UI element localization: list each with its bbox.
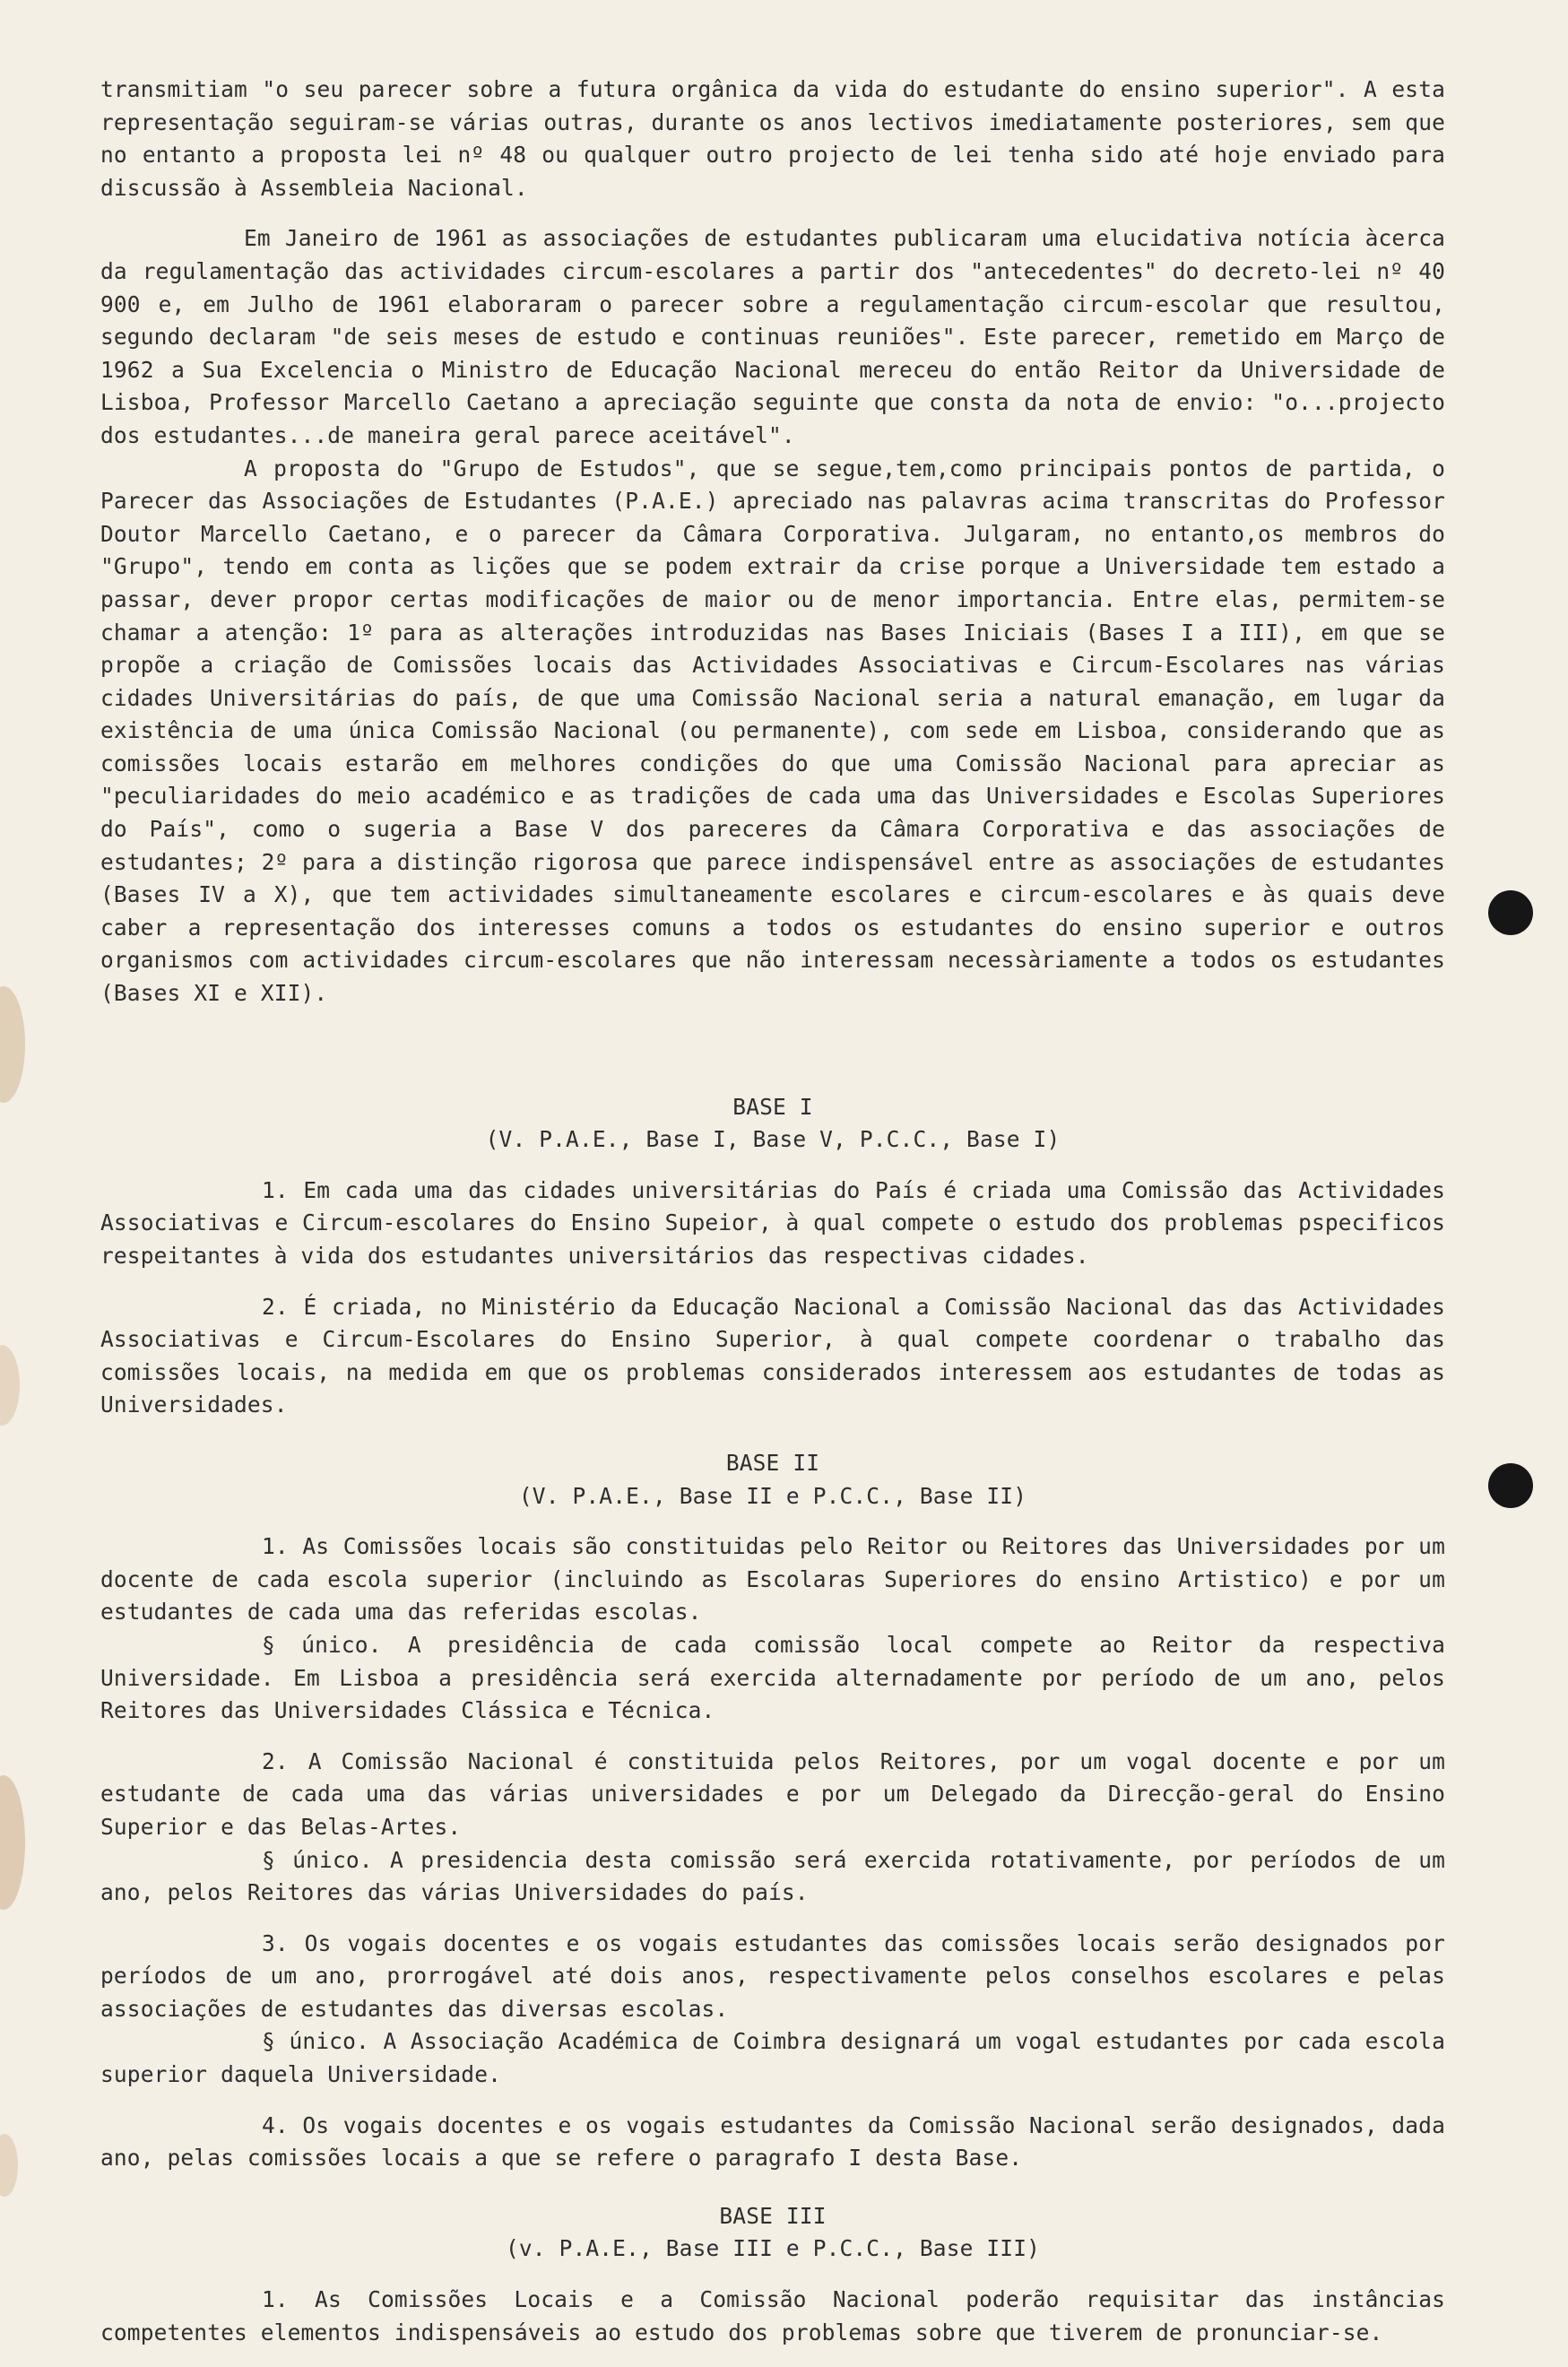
base-title: BASE III xyxy=(719,2202,827,2229)
base-clause: 2. É criada, no Ministério da Educação Nacional a Comissão Nacional das das Actividades Associativas e Circum-Escolares do Ensino Superior, à qual compete coordenar o trabalho das comissões locais, na medida em que os problemas considerados interessem aos estudantes de todas as Universidades. xyxy=(100,1293,1445,1418)
base-clause: § único. A presidencia desta comissão será exercida rotativamente, por períodos de um ano, pelos Reitores das várias Universidades do país. xyxy=(100,1846,1445,1906)
paper-stain xyxy=(0,1345,20,1426)
paper-stain xyxy=(0,1775,25,1910)
punch-hole xyxy=(1488,1463,1533,1508)
base-title: BASE II xyxy=(725,1449,820,1476)
document-body xyxy=(100,74,1445,2349)
base-clause: § único. A presidência de cada comissão local compete ao Reitor da respectiva Universidade. Em Lisboa a presidência será exercida alternadamente por período de um ano, pelos Reitores das Universidades Clássica e Técnica. xyxy=(100,1631,1445,1724)
base-clause: 1. As Comissões Locais e a Comissão Nacional poderão requisitar das instâncias competentes elementos indispensáveis ao estudo dos problemas sobre que tiverem de pronunciar-se. xyxy=(100,2286,1445,2345)
base-clause: 2. A Comissão Nacional é constituida pelos Reitores, por um vogal docente e por um estudante de cada uma das várias universidades e por um Delegado da Direcção-geral do Ensino Superior e das Belas-Artes. xyxy=(100,1747,1445,1840)
base-clause: 1. Em cada uma das cidades universitárias do País é criada uma Comissão das Actividades Associativas e Circum-escolares do Ensino Supeior, à qual compete o estudo dos problemas pspecificos respeitantes à vida dos estudantes universitários das respectivas cidades. xyxy=(100,1176,1445,1269)
paper-stain xyxy=(0,2134,18,2197)
base-clause: 4. Os vogais docentes e os vogais estudantes da Comissão Nacional serão designados, dada ano, pelas comissões locais a que se refere o paragrafo I desta Base. xyxy=(100,2111,1445,2172)
intro-paragraph: Em Janeiro de 1961 as associações de estudantes publicaram uma elucidativa notícia àcerca da regulamentação das actividades circum-escolares a partir dos "antecedentes" do decreto-lei nº 40 900 e, em Julho de 1961 elaboraram o parecer sobre a regulamentação circum-escolar que resultou, segundo declaram "de seis meses de estudo e continuas reuniões". Este parecer, remetido em Março de 1962 a Sua Excelencia o Ministro de Educação Nacional mereceu do então Reitor da Universidade de Lisboa, Professor Marcello Caetano a apreciação seguinte que consta da nota de envio: "o...projecto dos estudantes...de maneira geral parece aceitável". xyxy=(100,225,1445,448)
base-reference: (V. P.A.E., Base II e P.C.C., Base II) xyxy=(518,1482,1027,1509)
base-clause: § único. A Associação Académica de Coimbra designará um vogal estudantes por cada escola superior daquela Universidade. xyxy=(100,2028,1445,2088)
base-clause: 1. As Comissões locais são constituidas pelo Reitor ou Reitores das Universidades por um docente de cada escola superior (incluindo as Escolaras Superiores do ensino Artistico) e por um estudantes de cada uma das referidas escolas. xyxy=(100,1533,1445,1626)
base-reference: (v. P.A.E., Base III e P.C.C., Base III) xyxy=(505,2235,1040,2262)
intro-paragraph: A proposta do "Grupo de Estudos", que se segue,tem,como principais pontos de partida, o Parecer das Associações de Estudantes (P.A.E.) apreciado nas palavras acima transcritas do Professor Doutor Marcello Caetano, e o parecer da Câmara Corporativa. Julgaram, no entanto,os membros do "Grupo", tendo em conta as lições que se podem extrair da crise porque a Universidade tem estado a passar, dever propor certas modificações de maior ou de menor importancia. Entre elas, permitem-se chamar a atenção: 1º para as alterações introduzidas nas Bases Iniciais (Bases I a III), em que se propõe a criação de Comissões locais das Actividades Associativas e Circum-Escolares nas várias cidades Universitárias do país, de que uma Comissão Nacional seria a natural emanação, em lugar da existência de uma única Comissão Nacional (ou permanente), com sede em Lisboa, considerando que as comissões locais estarão em melhores condições do que uma Comissão Nacional para apreciar as "peculiaridades do meio académico e as tradições de cada uma das Universidades e Escolas Superiores do País", como o sugeria a Base V dos pareceres da Câmara Corporativa e das associações de estudantes; 2º para a distinção rigorosa que parece indispensável entre as associações de estudantes (Bases IV a X), que tem actividades simultaneamente escolares e circum-escolares e às quais deve caber a representação dos interesses comuns a todos os estudantes do ensino superior e outros organismos com actividades circum-escolares que não interessam necessàriamente a todos os estudantes (Bases XI e XII). xyxy=(100,455,1445,1007)
base-reference: (V. P.A.E., Base I, Base V, P.C.C., Base I) xyxy=(485,1126,1061,1153)
paper-stain xyxy=(0,986,25,1103)
punch-hole xyxy=(1488,890,1533,935)
intro-paragraph: transmitiam "o seu parecer sobre a futura orgânica da vida do estudante do ensino superior". A esta representação seguiram-se várias outras, durante os anos lectivos imediatamente posteriores, sem que no entanto a proposta lei nº 48 ou qualquer outro projecto de lei tenha sido até hoje enviado para discussão à Assembleia Nacional. xyxy=(100,76,1445,201)
base-clause: 3. Os vogais docentes e os vogais estudantes das comissões locais serão designados por períodos de um ano, prorrogável até dois anos, respectivamente pelos conselhos escolares e pelas associações de estudantes das diversas escolas. xyxy=(100,1929,1445,2022)
base-title: BASE I xyxy=(732,1093,813,1120)
